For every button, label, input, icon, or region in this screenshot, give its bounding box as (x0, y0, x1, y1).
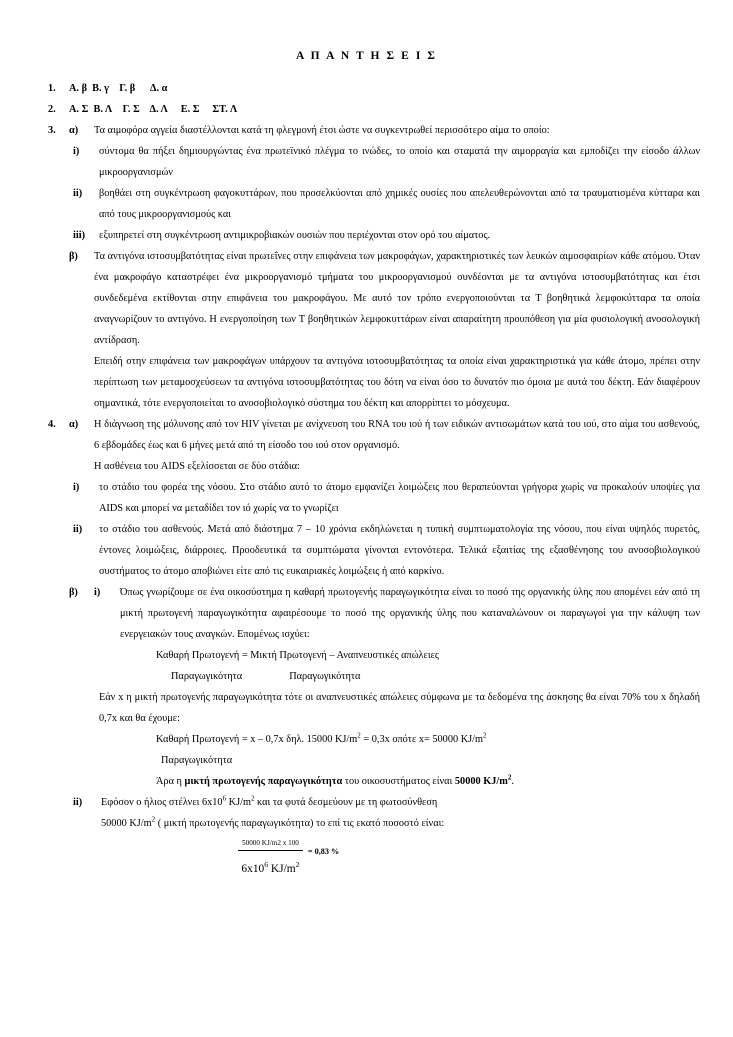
answer-3-item-iii-marker: iii) (73, 229, 86, 241)
formula-left-label: Παραγωγικότητα (171, 670, 243, 682)
formula-right-label: Παραγωγικότητα (289, 670, 361, 682)
answer-row-4-part-b (48, 582, 700, 645)
equation-body-2: = 0,3x οπότε x= 50000 KJ/m (360, 733, 484, 745)
answer-4-part-a-body (48, 456, 700, 582)
sub-ii-line-2 (101, 813, 700, 834)
answer-3-item-ii-text: βοηθάει στη συγκέντρωση φαγοκυττάρων, που προσελκύονται από χημικές ουσίες που απελευθερώνονται από τα τραυματισμένα κύτταρα και από τους μικροοργανισμούς και (99, 187, 700, 220)
answer-2-text: Α. Σ Β. Λ Γ. Σ Δ. Λ Ε. Σ ΣΤ. Λ (69, 103, 238, 115)
equation-body-1: = x – 0,7x δηλ. 15000 KJ/m (239, 733, 358, 745)
list-item (73, 519, 700, 582)
formula-line-2 (99, 666, 700, 687)
document-body (0, 64, 733, 882)
answer-4-part-b-marker: β) (69, 586, 78, 598)
answer-3-part-b-p2-wrap (48, 351, 700, 414)
denominator-base: 6x10 (241, 862, 265, 875)
answer-4-stages-intro: Η ασθένεια του AIDS εξελίσσεται σε δύο στάδια: (94, 460, 300, 472)
sub-ii-line1-a: Εφόσον ο ήλιος στέλνει 6x10 (101, 796, 223, 808)
fraction-numerator: 50000 KJ/m2 x 100 (238, 838, 303, 851)
answer-3-item-ii-marker: ii) (73, 187, 83, 199)
answer-3-item-iii-text: εξυπηρετεί στη συγκέντρωση αντιμικροβιακών ουσιών που περιέχονται στον ορό του αίματος. (99, 229, 491, 241)
list-item (73, 792, 700, 834)
conclusion-middle: του οικοσυστήματος είναι (342, 775, 455, 787)
sub-ii-line2-a: 50000 KJ/m (101, 817, 152, 829)
answer-row-2 (48, 99, 700, 120)
answer-4-part-a-marker: α) (69, 418, 79, 430)
conclusion-bold-term: μικτή πρωτογενής παραγωγικότητα (184, 775, 343, 787)
answer-4-item-ii-marker: ii) (73, 523, 83, 535)
exponent-two-a: 2 (357, 731, 361, 740)
exponent-two-b: 2 (483, 731, 487, 740)
conclusion-period: . (511, 775, 514, 787)
answer-4-part-b-explanation: Εάν x η μικτή πρωτογενής παραγωγικότητα τότε οι αναπνευστικές απώλειες σύμφωνα με τα δεδομένα της άσκησης θα είναι 70% του x δηλαδή 0,7x και θα έχουμε: (99, 691, 700, 724)
answer-4-number: 4. (48, 418, 56, 430)
fraction-result: = 0,83 % (307, 846, 340, 856)
sub-ii-line1-b: KJ/m (226, 796, 251, 808)
formula-line-1: Καθαρή Πρωτογενή = Μικτή Πρωτογενή – Αναπνευστικές απώλειες (156, 649, 440, 661)
answer-3-part-a-items (48, 141, 700, 246)
answer-4-part-b-sub-ii-block (48, 792, 700, 882)
answer-3-number: 3. (48, 124, 56, 136)
answer-row-1 (48, 78, 700, 99)
exponent-two-f: 2 (295, 860, 300, 869)
list-item (73, 225, 700, 246)
answer-1-number: 1. (48, 82, 56, 94)
page-title: Α Π Α Ν Τ Η Σ Ε Ι Σ (295, 50, 438, 62)
answer-4-part-b-sub-i-paragraph: Όπως γνωρίζουμε σε ένα οικοσύστημα η καθαρή πρωτογενής παραγωγικότητα είναι το ποσό της οργανικής ύλης που απομένει εάν από τη μικτή πρωτογενή παραγωγικότητα αφαιρέσουμε το ποσό της οργανικής ύλης που καταναλώνουν οι παραγωγοί για την κάλυψη των ενεργειακών τους αναγκών. Επομένως ισχύει: (120, 586, 700, 640)
equation-label: Καθαρή Πρωτογενή (156, 733, 240, 745)
formula-block-1 (48, 645, 700, 792)
answer-4-item-i-text: το στάδιο του φορέα της νόσου. Στο στάδιο αυτό το άτομο εμφανίζει λοιμώξεις που θεραπεύονται γρήγορα χωρίς να προκαλούν υποψίες για AIDS και μπορεί να μεταδίδει τον ιό χωρίς να το γνωρίζει (99, 481, 700, 514)
exponent-two-d: 2 (250, 794, 255, 803)
list-item (73, 183, 700, 225)
exponent-six-a: 6 (222, 794, 227, 803)
answer-4-part-b-sub-ii-text (101, 792, 700, 834)
denominator-unit: KJ/m (268, 862, 296, 875)
exponent-two-c: 2 (507, 773, 512, 782)
conclusion-line (99, 771, 700, 792)
conclusion-value: 50000 KJ/m (454, 775, 508, 787)
stages-intro-row (73, 456, 700, 477)
equation-sub-label: Παραγωγικότητα (161, 754, 233, 766)
answer-4-item-i-marker: i) (73, 481, 80, 493)
answer-2-number: 2. (48, 103, 56, 115)
answer-3-item-i-text: σύντομα θα πήξει δημιουργώντας ένα πρωτεϊνικό πλέγμα το ινώδες, το οποίο και σταματά την αιμορραγία και εμποδίζει την είσοδο άλλων μικροοργανισμών (99, 145, 700, 178)
answer-3-part-a-marker: α) (69, 124, 79, 136)
paragraph-row (73, 351, 700, 414)
answer-3-part-b-paragraph-2: Επειδή στην επιφάνεια των μακροφάγων υπάρχουν τα αντιγόνα ιστοσυμβατότητας τα οποία είναι χαρακτηριστικά για κάθε άτομο, πρέπει στην περίπτωση των μεταμοσχεύσεων τα αντιγόνα ιστοσυμβατότητας του δότη να είναι όσο το δυνατόν πιο όμοια με αυτά του δέκτη. Εάν διαφέρουν σημαντικά, τότε ενεργοποιείται το ανοσοβιολογικό σύστημα του δέκτη και απορρίπτει το μόσχευμα. (94, 355, 700, 409)
sub-ii-line1-c: και τα φυτά δεσμεύουν με τη φωτοσύνθεση (254, 796, 438, 808)
answer-4-part-a-lead: Η διάγνωση της μόλυνσης από τον HIV γίνεται με ανίχνευση του RNA του ιού ή των ειδικών αντισωμάτων κατά του ιού, στο αίμα του ασθενούς, 6 εβδομάδες έως και 6 μήνες μετά από τη είσοδο του ιού στον οργανισμό. (94, 418, 700, 451)
list-item (73, 477, 700, 519)
exponent-two-e: 2 (151, 815, 156, 824)
conclusion-prefix: Άρα η (156, 775, 185, 787)
fraction (238, 838, 303, 882)
exponent-six-b: 6 (264, 860, 269, 869)
answer-row-3-part-b (48, 246, 700, 351)
sub-ii-line-1 (101, 792, 700, 813)
list-item (73, 141, 700, 183)
percentage-fraction (73, 838, 700, 882)
answer-row-3-part-a (48, 120, 700, 141)
equation-main-line (99, 729, 700, 750)
answer-row-4-part-a (48, 414, 700, 456)
answer-3-part-b-marker: β) (69, 250, 78, 262)
answer-3-part-a-lead: Τα αιμοφόρα αγγεία διαστέλλονται κατά τη φλεγμονή έτσι ώστε να συγκεντρωθεί περισσότερο αίμα το οποίο: (94, 124, 550, 136)
answer-1-text: Α. β Β. γ Γ. β Δ. α (69, 82, 168, 94)
sub-ii-line2-b: ( μικτή πρωτογενής παραγωγικότητα) το επί τις εκατό ποσοστό είναι: (155, 817, 445, 829)
answer-3-item-i-marker: i) (73, 145, 80, 157)
fraction-denominator (241, 851, 299, 882)
answer-4-item-ii-text: το στάδιο του ασθενούς. Μετά από διάστημα 7 – 10 χρόνια εκδηλώνεται η τυπική συμπτωματολογία της νόσου, που είναι υψηλός πυρετός, έντονες λοιμώξεις, διάρροιες. Προοδευτικά τα συμπτώματα γίνονται εντονότερα. Τελικά εξαιτίας της εξασθένησης του ανοσοβιολογικού συστήματος το άτομο αποβιώνει είτε από τις ευκαιριακές λοιμώξεις ή από καρκίνο. (99, 523, 700, 577)
answer-4-part-b-sub-i-marker: i) (94, 586, 101, 598)
answer-4-part-b-sub-ii-marker: ii) (73, 796, 83, 808)
answer-3-part-b-paragraph-1: Τα αντιγόνα ιστοσυμβατότητας είναι πρωτεΐνες στην επιφάνεια των μακροφάγων, χαρακτηριστικές των λευκών αιμοσφαιρίων κάθε ατόμου. Όταν ένα μακροφάγο καταστρέφει ένα μικροοργανισμό τμήματα του μικροοργανισμού συνδέονται με τα αντιγόνα ιστοσυμβατότητας και έτσι συνδεδεμένα εκτίθονται στην επιφάνεια του μακροφάγου. Με αυτό τον τρόπο ενεργοποιούνται τα Τ βοηθητικά λεμφοκύτταρα τα οποία αναγνωρίζουν το αντιγόνο. Η ενεργοποίηση των Τ βοηθητικών λεμφοκυττάρων είναι απαραίτητη προυπόθεση για μία φυσιολογική ανοσολογική αντίδραση. (94, 250, 700, 346)
